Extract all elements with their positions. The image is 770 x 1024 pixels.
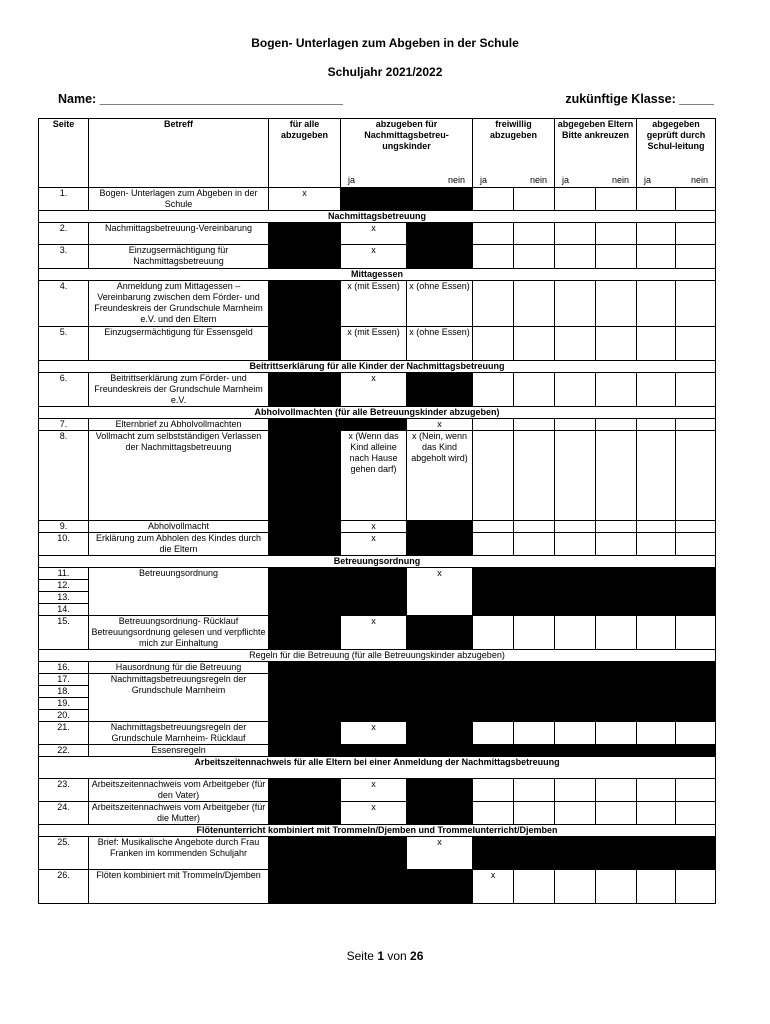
mark-cell-ja: x (Wenn das Kind alleine nach Hause gehen darf)	[341, 431, 407, 521]
document-title: Bogen- Unterlagen zum Abgeben in der Schule	[251, 36, 519, 50]
mark-cell: x	[341, 802, 407, 825]
table-row	[39, 662, 716, 674]
table-row	[39, 245, 716, 269]
row-number: 18.	[39, 686, 89, 698]
row-number: 21.	[39, 722, 89, 745]
header-nein: nein	[690, 174, 708, 185]
header-nein: nein	[529, 174, 547, 185]
table-row	[39, 327, 716, 361]
table-row	[39, 837, 716, 870]
section-header: Abholvollmachten (für alle Betreuungskinder abzugeben)	[39, 407, 716, 419]
table-row	[39, 431, 716, 521]
row-number: 6.	[39, 373, 89, 407]
row-number: 17.	[39, 674, 89, 686]
mark-cell: x	[407, 568, 473, 616]
row-subject: Einzugsermächtigung für Nachmittagsbetreuung	[89, 245, 269, 269]
table-row	[39, 533, 716, 556]
row-subject: Flöten kombiniert mit Trommeln/Djemben	[89, 870, 269, 904]
row-subject: Brief: Musikalische Angebote durch Frau Franken im kommenden Schuljahr	[89, 837, 269, 870]
row-subject: Vollmacht zum selbstständigen Verlassen der Nachmittagsbetreuung	[89, 431, 269, 521]
row-number: 25.	[39, 837, 89, 870]
row-number: 8.	[39, 431, 89, 521]
mark-cell-nein: x (ohne Essen)	[407, 281, 473, 327]
row-subject: Essensregeln	[89, 745, 269, 757]
mark-cell: x	[341, 373, 407, 407]
row-subject: Erklärung zum Abholen des Kindes durch die Eltern	[89, 533, 269, 556]
name-field-label: Name: ___________________________________	[58, 92, 343, 106]
row-subject: Betreuungsordnung	[89, 568, 269, 616]
documents-table	[38, 118, 716, 904]
row-number: 4.	[39, 281, 89, 327]
row-number: 23.	[39, 779, 89, 802]
table-row	[39, 802, 716, 825]
mark-cell: x	[341, 223, 407, 245]
mark-cell: x	[473, 870, 514, 904]
header-nein: nein	[447, 174, 465, 185]
class-field-label: zukünftige Klasse: _____	[565, 92, 714, 106]
header-betreff: Betreff	[89, 119, 269, 188]
table-row	[39, 616, 716, 650]
row-subject: Bogen- Unterlagen zum Abgeben in der Schule	[89, 188, 269, 211]
school-year: Schuljahr 2021/2022	[327, 65, 443, 79]
table-row	[39, 521, 716, 533]
mark-cell: x	[341, 533, 407, 556]
mark-cell: x	[341, 616, 407, 650]
section-header: Arbeitszeitennachweis für alle Eltern bei einer Anmeldung der Nachmittagsbetreuung	[39, 757, 716, 779]
header-ja: ja	[348, 174, 356, 185]
mark-cell-nein: x (ohne Essen)	[407, 327, 473, 361]
row-number: 16.	[39, 662, 89, 674]
row-number: 3.	[39, 245, 89, 269]
row-number: 11.	[39, 568, 89, 580]
section-header: Beitrittserklärung für alle Kinder der Nachmittagsbetreuung	[39, 361, 716, 373]
section-header: Regeln für die Betreuung (für alle Betreuungskinder abzugeben)	[39, 650, 716, 662]
table-row	[39, 722, 716, 745]
row-number: 26.	[39, 870, 89, 904]
section-header: Mittagessen	[39, 269, 716, 281]
header-ja: ja	[644, 174, 652, 185]
mark-cell: x	[341, 521, 407, 533]
row-subject: Nachmittagsbetreuungsregeln der Grundschule Marnheim	[89, 674, 269, 722]
row-number: 14.	[39, 604, 89, 616]
row-number: 20.	[39, 710, 89, 722]
mark-cell: x	[269, 188, 341, 211]
row-number: 10.	[39, 533, 89, 556]
table-row	[39, 188, 716, 211]
row-subject: Elternbrief zu Abholvollmachten	[89, 419, 269, 431]
page-number	[0, 949, 770, 963]
row-subject: Einzugsermächtigung für Essensgeld	[89, 327, 269, 361]
header-row	[39, 119, 716, 175]
section-header: Betreuungsordnung	[39, 556, 716, 568]
table-row	[39, 779, 716, 802]
header-seite: Seite	[39, 119, 89, 188]
row-number: 2.	[39, 223, 89, 245]
row-number: 15.	[39, 616, 89, 650]
table-row	[39, 419, 716, 431]
table-row	[39, 373, 716, 407]
row-number: 12.	[39, 580, 89, 592]
row-number: 9.	[39, 521, 89, 533]
header-schulleitung: abgegeben geprüft durch Schul-leitung	[637, 119, 716, 175]
mark-cell-ja: x (mit Essen)	[341, 281, 407, 327]
row-number: 5.	[39, 327, 89, 361]
header-ja: ja	[480, 174, 488, 185]
row-number: 7.	[39, 419, 89, 431]
row-number: 13.	[39, 592, 89, 604]
page-number-separator: von	[384, 949, 411, 963]
mark-cell: x	[407, 837, 473, 870]
row-subject: Abholvollmacht	[89, 521, 269, 533]
mark-cell: x	[341, 245, 407, 269]
row-subject: Hausordnung für die Betreuung	[89, 662, 269, 674]
row-subject: Arbeitszeitennachweis vom Arbeitgeber (für die Mutter)	[89, 802, 269, 825]
mark-cell: x	[341, 722, 407, 745]
table-row	[39, 281, 716, 327]
mark-cell: x	[407, 419, 473, 431]
header-ja: ja	[562, 174, 570, 185]
table-row	[39, 870, 716, 904]
row-number: 1.	[39, 188, 89, 211]
mark-cell-ja: x (mit Essen)	[341, 327, 407, 361]
table-row	[39, 223, 716, 245]
header-eltern: abgegeben Eltern Bitte ankreuzen	[555, 119, 637, 175]
page-number-prefix: Seite	[346, 949, 378, 963]
mark-cell: x	[341, 779, 407, 802]
table-row	[39, 568, 716, 580]
row-subject: Nachmittagsbetreuungsregeln der Grundschule Marnheim- Rücklauf	[89, 722, 269, 745]
row-subject: Beitrittserklärung zum Förder- und Freundeskreis der Grundschule Marnheim e.V.	[89, 373, 269, 407]
total-pages: 26	[410, 949, 424, 963]
section-header: Flötenunterricht kombiniert mit Trommeln/Djemben und Trommelunterricht/Djemben	[39, 825, 716, 837]
header-freiwillig: freiwillig abzugeben	[473, 119, 555, 175]
row-subject: Nachmittagsbetreuung-Vereinbarung	[89, 223, 269, 245]
header-nachmittag: abzugeben für Nachmittagsbetreu-ungskinder	[341, 119, 473, 175]
current-page: 1	[377, 949, 384, 963]
row-number: 22.	[39, 745, 89, 757]
header-fuer-alle: für alle abzugeben	[269, 119, 341, 188]
row-subject: Anmeldung zum Mittagessen – Vereinbarung zwischen dem Förder- und Freundeskreis der Grundschule Marnheim e.V. und den Eltern	[89, 281, 269, 327]
table-row	[39, 745, 716, 757]
mark-cell-nein: x (Nein, wenn das Kind abgeholt wird)	[407, 431, 473, 521]
section-header: Nachmittagsbetreuung	[39, 211, 716, 223]
row-number: 19.	[39, 698, 89, 710]
row-subject: Betreuungsordnung- Rücklauf Betreuungsordnung gelesen und verpflichte mich zur Einhaltung	[89, 616, 269, 650]
header-nein: nein	[611, 174, 629, 185]
row-subject: Arbeitszeitennachweis vom Arbeitgeber (für den Vater)	[89, 779, 269, 802]
row-number: 24.	[39, 802, 89, 825]
